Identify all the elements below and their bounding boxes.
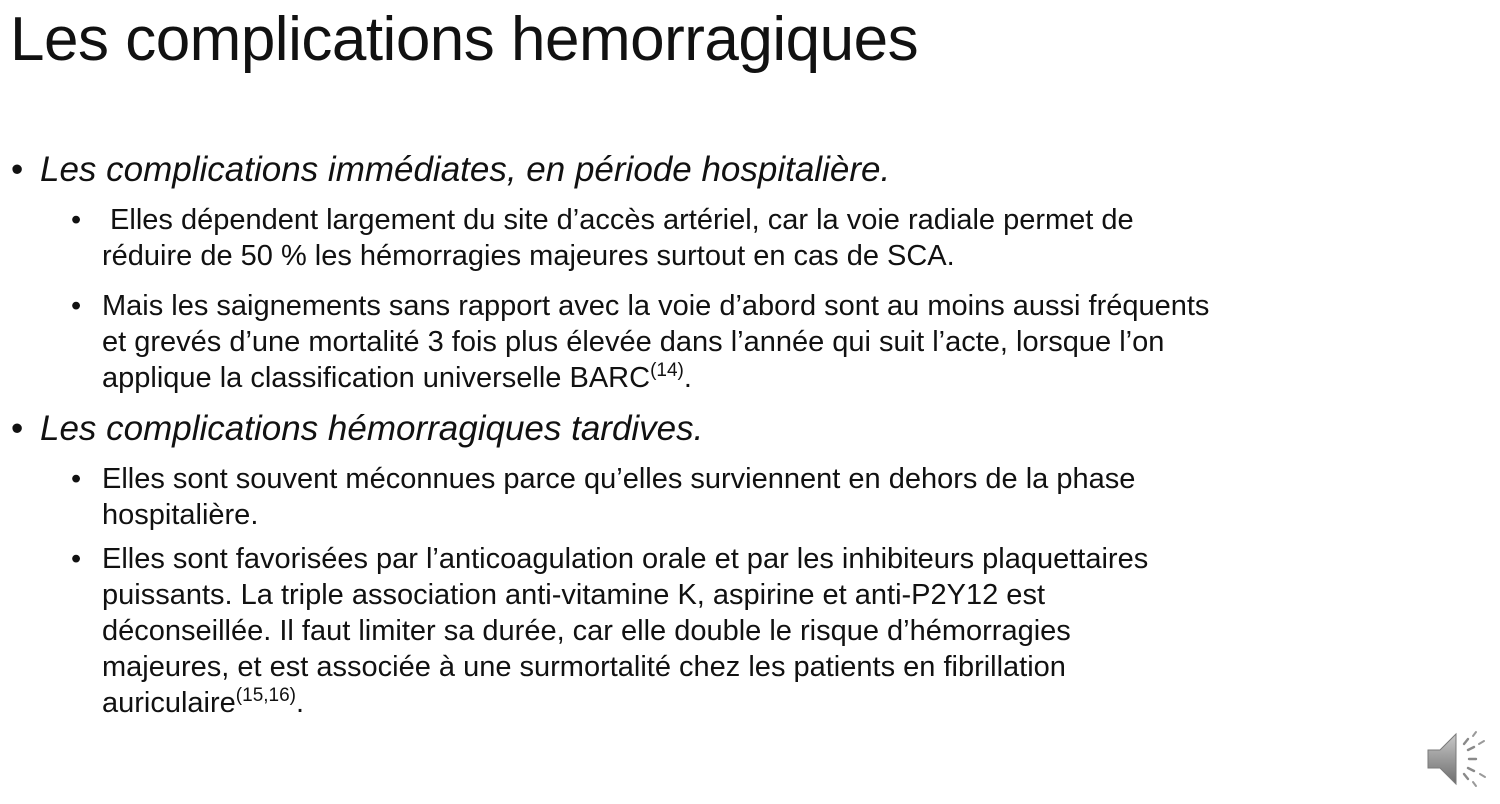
list-item-text: applique la classification universelle BARC (102, 362, 651, 394)
bullet: • (11, 150, 24, 189)
section-heading-text: Les complications immédiates, en période hospitalière. (40, 150, 891, 189)
speaker-icon[interactable] (1424, 728, 1490, 790)
list-item-line: puissants. La triple association anti-vitamine K, aspirine et anti-P2Y12 est (102, 579, 1045, 611)
list-item (0, 541, 1430, 725)
list-item-text: auriculaire (102, 687, 236, 719)
list-item-line: réduire de 50 % les hémorragies majeures surtout en cas de SCA. (102, 240, 955, 272)
bullet: • (71, 204, 82, 236)
section-heading-text: Les complications hémorragiques tardives. (40, 409, 704, 448)
list-item (0, 202, 1430, 274)
section-heading-immediate (0, 150, 1430, 190)
list-item-line: hospitalière. (102, 499, 259, 531)
bullet: • (11, 409, 24, 448)
bullet: • (71, 463, 82, 495)
list-item-line: déconseillée. Il faut limiter sa durée, car elle double le risque d’hémorragies (102, 615, 1071, 647)
sentence-end: . (296, 687, 305, 719)
list-item-line: Mais les saignements sans rapport avec la voie d’abord sont au moins aussi fréquents (102, 290, 1210, 322)
section-heading-delayed (0, 409, 1430, 449)
slide-title: Les complications hemorragiques (10, 5, 919, 74)
list-item-line-with-ref (102, 685, 1430, 725)
bullet: • (71, 543, 82, 575)
bullet: • (71, 290, 82, 322)
list-item (0, 288, 1430, 400)
list-item-line: Elles dépendent largement du site d’accès artériel, car la voie radiale permet de (102, 204, 1134, 236)
list-item (0, 461, 1430, 533)
list-item-line: et grevés d’une mortalité 3 fois plus élevée dans l’année qui suit l’acte, lorsque l’on (102, 326, 1165, 358)
list-item-line: majeures, et est associée à une surmortalité chez les patients en fibrillation (102, 651, 1066, 683)
slide-content (0, 150, 1430, 725)
list-item-line: Elles sont souvent méconnues parce qu’elles surviennent en dehors de la phase (102, 463, 1136, 495)
reference-number: (14) (650, 360, 684, 381)
list-item-line-with-ref (102, 360, 1430, 400)
reference-number: (15,16) (235, 685, 296, 706)
list-item-line: Elles sont favorisées par l’anticoagulation orale et par les inhibiteurs plaquettaires (102, 543, 1149, 575)
sentence-end: . (683, 362, 692, 394)
